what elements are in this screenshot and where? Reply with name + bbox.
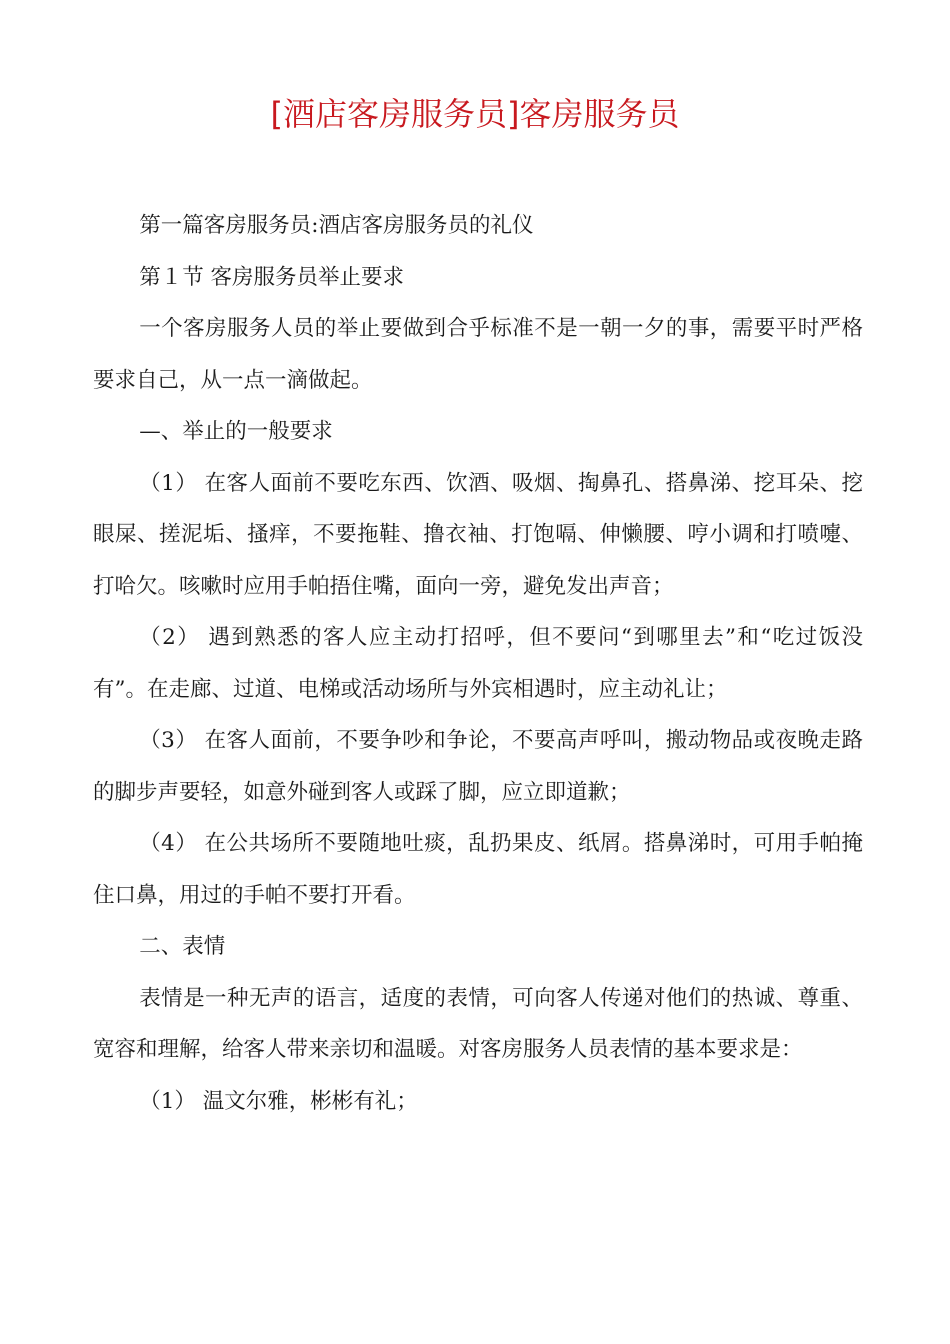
list-item: （4） 在公共场所不要随地吐痰，乱扔果皮、纸屑。搭鼻涕时，可用手帕掩住口鼻，用过的手帕不要打开看。 [93, 831, 863, 908]
document-body [93, 200, 863, 1127]
body-paragraph: 一个客房服务人员的举止要做到合乎标准不是一朝一夕的事，需要平时严格要求自己，从一点一滴做起。 [93, 316, 863, 393]
list-item: （1） 在客人面前不要吃东西、饮酒、吸烟、掏鼻孔、搭鼻涕、挖耳朵、挖眼屎、搓泥垢、搔痒，不要拖鞋、撸衣袖、打饱嗝、伸懒腰、哼小调和打喷嚏、打哈欠。咳嗽时应用手帕捂住嘴，面向一旁，避免发出声音； [93, 470, 863, 599]
body-paragraph: 表情是一种无声的语言，适度的表情，可向客人传递对他们的热诚、尊重、宽容和理解，给客人带来亲切和温暖。对客房服务人员表情的基本要求是： [93, 985, 863, 1062]
section-heading: 第一篇客房服务员:酒店客房服务员的礼仪 [139, 213, 534, 238]
list-item: （3） 在客人面前，不要争吵和争论，不要高声呼叫，搬动物品或夜晚走路的脚步声要轻，如意外碰到客人或踩了脚，应立即道歉； [93, 728, 863, 805]
item-heading: —、举止的一般要求 [139, 419, 333, 444]
list-item: （1） 温文尔雅，彬彬有礼； [139, 1088, 418, 1114]
subsection-heading: 第１节 客房服务员举止要求 [139, 264, 405, 290]
item-heading: 二、表情 [139, 934, 226, 959]
list-item: （2） 遇到熟悉的客人应主动打招呼，但不要问“到哪里去”和“吃过饭没有”。在走廊、过道、电梯或活动场所与外宾相遇时，应主动礼让； [93, 625, 863, 702]
document-title: [酒店客房服务员]客房服务员 [270, 95, 680, 133]
